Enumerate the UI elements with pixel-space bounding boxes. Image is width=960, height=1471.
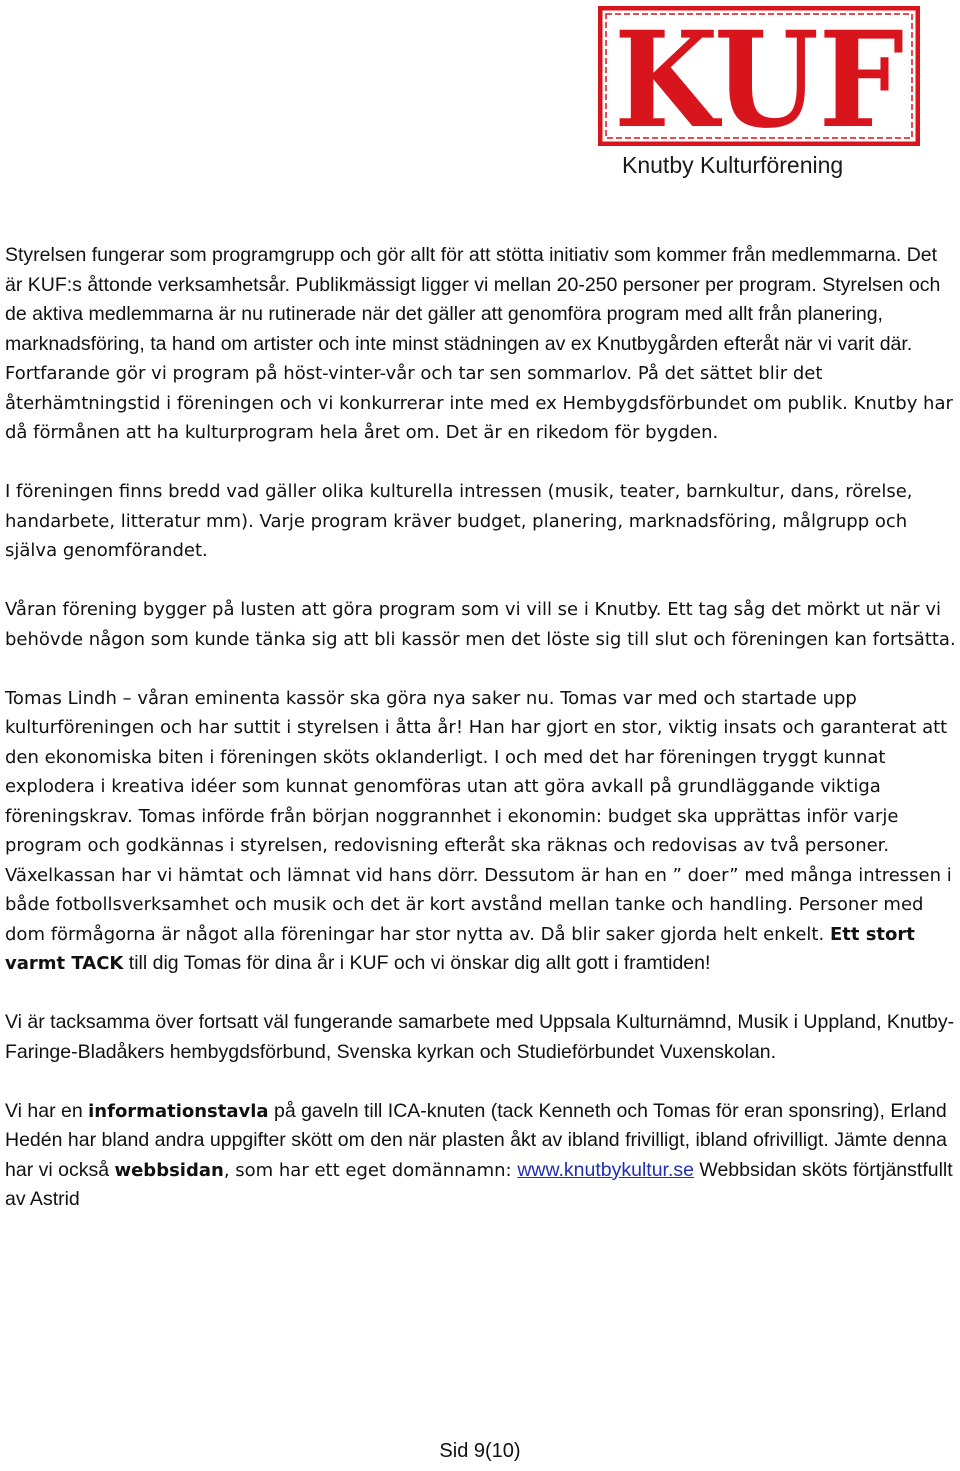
paragraph-text: Fortfarande gör vi program på höst-vinter-vår och tar sen sommarlov. På det sättet blir det återhämtningstid i föreningen och vi konkurrerar inte med ex Hembygdsförbundet om publik. Knutby har då förmånen att ha kulturprogram hela året om. Det är en rikedom för bygden. bbox=[5, 363, 953, 443]
body-paragraph bbox=[5, 1008, 957, 1067]
paragraph-text: Våran förening bygger på lusten att göra program som vi vill se i Knutby. Ett tag såg det mörkt ut när vi behövde någon som kunde tänka sig att bli kassör men det löste sig till slut och föreningen kan fortsätta. bbox=[5, 599, 956, 650]
page-number: Sid 9(10) bbox=[439, 1440, 521, 1462]
body-paragraph bbox=[5, 595, 957, 654]
body-paragraph bbox=[5, 477, 957, 566]
paragraph-text: Styrelsen fungerar som programgrupp och gör allt för att stötta initiativ som kommer från medlemmarna. Det är KUF:s åttonde verksamhetsår. Publikmässigt ligger vi mellan 20-250 personer per program. Styrelsen och de aktiva medlemmarna är nu rutinerade när det gäller att genomföra program med allt från planering, marknadsföring, ta hand om artister och inte minst städningen av ex Knutbygården efteråt när vi varit där. bbox=[5, 244, 941, 355]
body-paragraph bbox=[5, 1097, 957, 1215]
paragraph-text: I föreningen finns bredd vad gäller olika kulturella intressen (musik, teater, barnkultur, dans, rörelse, handarbete, litteratur mm). Varje program kräver budget, planering, marknadsföring, målgrupp och själva genomförandet. bbox=[5, 481, 913, 561]
document-body bbox=[5, 241, 957, 1244]
paragraph-text: Webbsidan sköts förtjänstfullt av Astrid bbox=[5, 1158, 953, 1210]
organization-name: Knutby Kulturförening bbox=[622, 152, 844, 178]
paragraph-text: Vi är tacksamma över fortsatt väl fungerande samarbete med Uppsala Kulturnämnd, Musik i Uppland, Knutby-Faringe-Bladåkers hembygdsförbund, Svenska kyrkan och Studieförbundet Vuxenskolan. bbox=[5, 1011, 955, 1063]
paragraph-text: Tomas Lindh – våran eminenta kassör ska göra nya saker nu. Tomas var med och startade upp kulturföreningen och har suttit i styrelsen i åtta år! Han har gjort en stor, viktig insats och garanterat att den ekonomiska biten i föreningen sköts oklanderligt. I och med det har föreningen tryggt kunnat explodera i kreativa idéer som kunnat genomföras utan att göra avkall på grundläggande viktiga föreningskrav. Tomas införde från början noggrannhet i ekonomin: budget ska upprättas inför varje program och godkännas i styrelsen, redovisning efteråt ska räknas och redovisas av två personer. Växelkassan har vi hämtat och lämnat vid hans dörr. Dessutom är han en ” doer” med många intressen i både fotbollsverksamhet och musik och det är kort avstånd mellan tanke och handling. Personer med dom förmågorna är något alla föreningar har stor nytta av. Då blir saker gjorda helt enkelt. bbox=[5, 687, 952, 945]
paragraph-text: till dig Tomas för dina år i KUF och vi önskar dig allt gott i framtiden! bbox=[123, 952, 711, 974]
emphasized-text: Ett stort varmt TACK bbox=[5, 923, 915, 974]
emphasized-text: informationstavla bbox=[88, 1100, 269, 1122]
kuf-logo bbox=[598, 6, 920, 146]
body-paragraph bbox=[5, 241, 957, 448]
paragraph-text: , som har ett eget domännamn: bbox=[223, 1159, 518, 1181]
paragraph-text: Vi har en bbox=[5, 1099, 89, 1122]
paragraph-text: på gaveln till ICA-knuten (tack Kenneth och Tomas för eran sponsring), Erland Hedén har bland andra uppgifter skött om den när plasten åkt av ibland frivilligt, ibland ofrivilligt. Jämte denna har vi också bbox=[5, 1099, 947, 1181]
body-paragraph bbox=[5, 684, 957, 979]
logo-text: KUF bbox=[614, 6, 904, 146]
website-link[interactable]: www.knutbykultur.se bbox=[517, 1158, 694, 1181]
emphasized-text: webbsidan bbox=[114, 1159, 224, 1181]
